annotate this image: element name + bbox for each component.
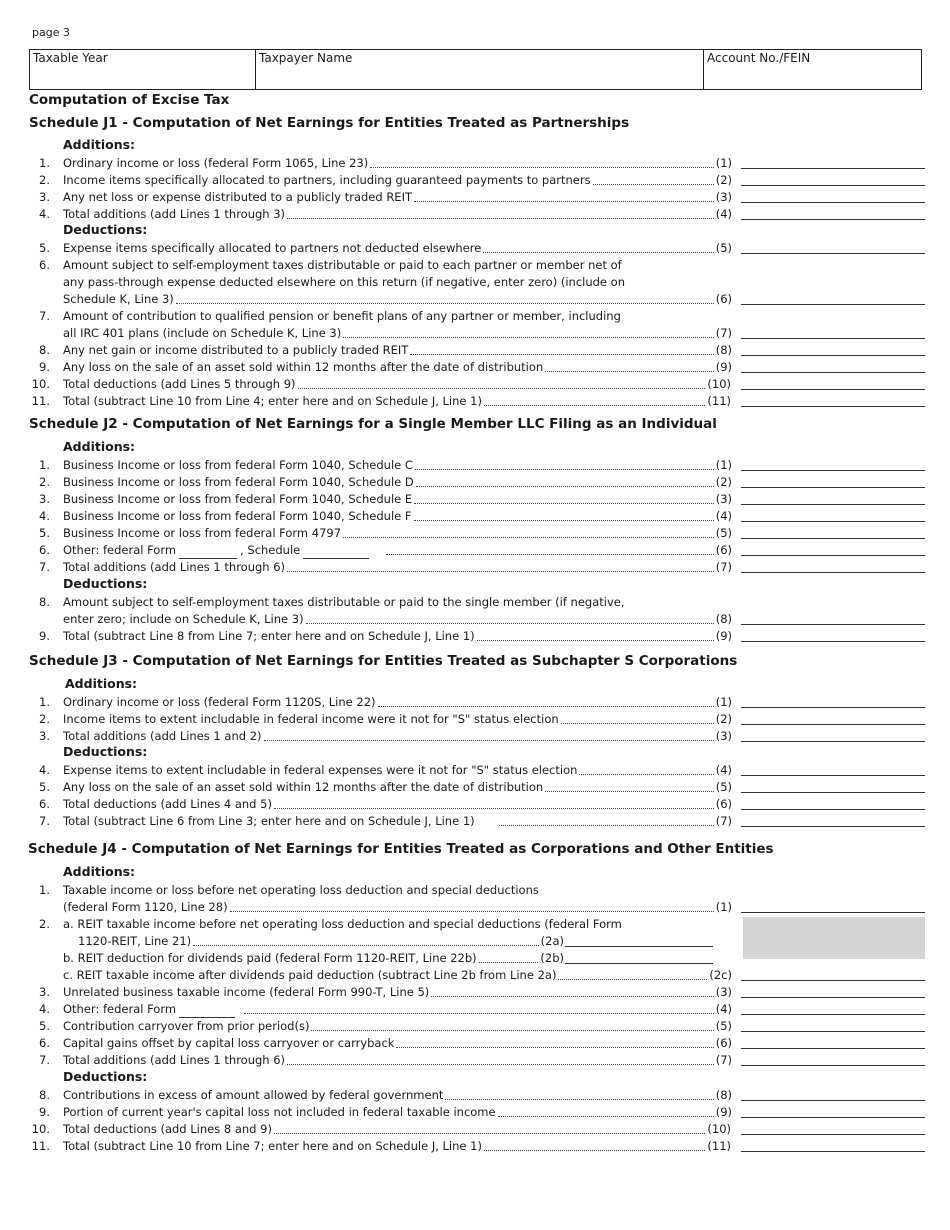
j4-line-8	[0, 1087, 950, 1104]
j2-line-3-amount[interactable]	[741, 504, 925, 505]
line-code: (9)	[715, 1105, 732, 1119]
j3-line-2	[0, 711, 950, 728]
line-text: Any loss on the sale of an asset sold within 12 months after the date of distribution	[63, 780, 544, 794]
j3-line-7	[0, 813, 950, 830]
j4-line-3-amount[interactable]	[741, 997, 925, 998]
j4-line-10-amount[interactable]	[741, 1134, 925, 1135]
j1-additions-heading: Additions:	[63, 137, 136, 152]
j1-line-7	[0, 308, 950, 325]
j2-line-8-end	[0, 611, 950, 628]
line-text: Total (subtract Line 6 from Line 3; enter here and on Schedule J, Line 1)	[63, 814, 475, 828]
line-text: Portion of current year's capital loss not included in federal taxable income	[63, 1105, 496, 1119]
j3-line-5	[0, 779, 950, 796]
line-code: (6)	[715, 797, 732, 811]
line-text: Any net gain or income distributed to a publicly traded REIT	[63, 343, 409, 357]
shaded-not-applicable-box	[743, 917, 925, 959]
taxpayer-header-box	[29, 49, 922, 90]
line-number: 3.	[39, 190, 50, 204]
page-number: page 3	[32, 26, 70, 39]
line-number: 4.	[39, 207, 50, 221]
line-text: Total additions (add Lines 1 through 6)	[63, 1053, 286, 1067]
j1-line-10-amount[interactable]	[741, 389, 925, 390]
line-text: all IRC 401 plans (include on Schedule K, Line 3)	[63, 326, 342, 340]
taxable-year-field[interactable]	[30, 50, 256, 89]
j1-line-3	[0, 189, 950, 206]
j2-line-4-amount[interactable]	[741, 521, 925, 522]
line-number: 3.	[39, 729, 50, 743]
j3-line-2-amount[interactable]	[741, 724, 925, 725]
account-no-label: Account No./FEIN	[707, 51, 811, 65]
line-code: (9)	[715, 360, 732, 374]
j1-line-5-amount[interactable]	[741, 253, 925, 254]
line-text: Ordinary income or loss (federal Form 1120S, Line 22)	[63, 695, 376, 709]
j2-line-7-amount[interactable]	[741, 572, 925, 573]
j3-line-1	[0, 694, 950, 711]
j3-line-6-amount[interactable]	[741, 809, 925, 810]
j4-line-2b-amount[interactable]	[565, 963, 713, 964]
line-number: 7.	[39, 814, 50, 828]
j3-additions-heading: Additions:	[65, 676, 138, 691]
line-number: 4.	[39, 763, 50, 777]
line-text: Total deductions (add Lines 4 and 5)	[63, 797, 272, 811]
line-code: (5)	[715, 526, 732, 540]
line-text: Amount of contribution to qualified pension or benefit plans of any partner or member, including	[63, 309, 621, 323]
j3-line-3-amount[interactable]	[741, 741, 925, 742]
line-number: 1.	[39, 156, 50, 170]
line-text: Unrelated business taxable income (federal Form 990-T, Line 5)	[63, 985, 430, 999]
line-code: (2a)	[540, 934, 564, 948]
line-code: (7)	[715, 814, 732, 828]
j4-line-6-amount[interactable]	[741, 1048, 925, 1049]
j2-line-9	[0, 628, 950, 645]
schedule-j4-title: Schedule J4 - Computation of Net Earnings for Entities Treated as Corporations and Other Entities	[28, 841, 774, 857]
line-number: 6.	[39, 258, 50, 272]
j1-line-3-amount[interactable]	[741, 202, 925, 203]
j1-line-6-end	[0, 291, 950, 308]
j4-line-4	[0, 1001, 950, 1018]
line-code: (5)	[715, 1019, 732, 1033]
schedule-j1-title: Schedule J1 - Computation of Net Earnings for Entities Treated as Partnerships	[29, 115, 630, 131]
line-code: (2)	[715, 173, 732, 187]
line-code: (1)	[715, 695, 732, 709]
j4-line-9	[0, 1104, 950, 1121]
line-number: 5.	[39, 1019, 50, 1033]
line-text: Total deductions (add Lines 8 and 9)	[63, 1122, 272, 1136]
j1-line-6-amount[interactable]	[741, 304, 925, 305]
line-code: (3)	[715, 492, 732, 506]
line-number: 6.	[39, 797, 50, 811]
j2-line-4	[0, 508, 950, 525]
line-code: (6)	[715, 543, 732, 557]
j4-line-2a-amount[interactable]	[565, 946, 713, 947]
j4-line-9-amount[interactable]	[741, 1117, 925, 1118]
j2-line-5	[0, 525, 950, 542]
j2-line-3	[0, 491, 950, 508]
line-text: any pass-through expense deducted elsewhere on this return (if negative, enter zero) (include on	[63, 275, 625, 289]
line-code: (4)	[715, 1002, 732, 1016]
line-text: Total deductions (add Lines 5 through 9)	[63, 377, 296, 391]
j4-line-11-amount[interactable]	[741, 1151, 925, 1152]
j3-line-6	[0, 796, 950, 813]
j2-line-1	[0, 457, 950, 474]
line-text: Business Income or loss from federal Form 4797	[63, 526, 342, 540]
j4-other-form-input[interactable]	[179, 1005, 235, 1018]
j2-line-8-amount[interactable]	[741, 624, 925, 625]
line-code: (7)	[715, 326, 732, 340]
line-number: 2.	[39, 712, 50, 726]
schedule-j3-title: Schedule J3 - Computation of Net Earnings for Entities Treated as Subchapter S Corporations	[29, 653, 738, 669]
line-code: (1)	[715, 458, 732, 472]
line-number: 3.	[39, 985, 50, 999]
j3-line-7-amount[interactable]	[741, 826, 925, 827]
line-text: b. REIT deduction for dividends paid (federal Form 1120-REIT, Line 22b)	[63, 951, 477, 965]
j4-line-3	[0, 984, 950, 1001]
line-text: Contribution carryover from prior period(s)	[63, 1019, 310, 1033]
line-code: (3)	[715, 985, 732, 999]
line-text: Total additions (add Lines 1 through 3)	[63, 207, 286, 221]
line-text: , Schedule	[240, 543, 301, 557]
line-number: 6.	[39, 1036, 50, 1050]
j3-line-4	[0, 762, 950, 779]
j4-line-5	[0, 1018, 950, 1035]
line-text: Amount subject to self-employment taxes distributable or paid to the single member (if negative,	[63, 595, 625, 609]
j2-deductions-heading: Deductions:	[63, 576, 148, 591]
line-text: Total (subtract Line 10 from Line 4; enter here and on Schedule J, Line 1)	[63, 394, 482, 408]
j1-line-6-cont	[0, 274, 950, 291]
line-text: 1120-REIT, Line 21)	[78, 934, 192, 948]
line-code: (4)	[715, 509, 732, 523]
line-code: (2b)	[540, 951, 564, 965]
line-code: (10)	[707, 377, 731, 391]
line-number: 6.	[39, 543, 50, 557]
j3-line-4-amount[interactable]	[741, 775, 925, 776]
line-number: 10.	[31, 1122, 50, 1136]
taxpayer-name-label: Taxpayer Name	[259, 51, 353, 65]
j1-line-9-amount[interactable]	[741, 372, 925, 373]
line-code: (5)	[715, 780, 732, 794]
line-code: (2c)	[709, 968, 732, 982]
j1-line-11-amount[interactable]	[741, 406, 925, 407]
j3-line-3	[0, 728, 950, 745]
line-code: (8)	[715, 343, 732, 357]
line-number: 9.	[39, 360, 50, 374]
j1-line-5	[0, 240, 950, 257]
j1-line-1	[0, 155, 950, 172]
line-text: Amount subject to self-employment taxes distributable or paid to each partner or member net of	[63, 258, 622, 272]
j3-deductions-heading: Deductions:	[63, 744, 148, 759]
j2-line-6	[0, 542, 950, 559]
j1-line-9	[0, 359, 950, 376]
j1-line-7-end	[0, 325, 950, 342]
j1-line-6	[0, 257, 950, 274]
line-text: Expense items specifically allocated to partners not deducted elsewhere	[63, 241, 482, 255]
j1-line-4	[0, 206, 950, 223]
line-text: Business Income or loss from federal Form 1040, Schedule E	[63, 492, 413, 506]
line-number: 5.	[39, 241, 50, 255]
j4-line-5-amount[interactable]	[741, 1031, 925, 1032]
line-text: Any net loss or expense distributed to a publicly traded REIT	[63, 190, 412, 204]
line-text: Total additions (add Lines 1 through 6)	[63, 560, 286, 574]
line-code: (8)	[715, 612, 732, 626]
line-number: 4.	[39, 509, 50, 523]
j1-line-11	[0, 393, 950, 410]
line-text: Other: federal Form	[63, 1002, 177, 1016]
line-number: 1.	[39, 695, 50, 709]
j4-line-4-amount[interactable]	[741, 1014, 925, 1015]
j4-line-1	[0, 882, 950, 899]
line-number: 8.	[39, 1088, 50, 1102]
line-code: (7)	[715, 560, 732, 574]
line-text: Capital gains offset by capital loss carryover or carryback	[63, 1036, 395, 1050]
j4-line-7	[0, 1052, 950, 1069]
line-number: 4.	[39, 1002, 50, 1016]
j4-line-2c-amount[interactable]	[741, 980, 925, 981]
line-number: 9.	[39, 1105, 50, 1119]
line-text: Schedule K, Line 3)	[63, 292, 174, 306]
line-text: Business Income or loss from federal Form 1040, Schedule C	[63, 458, 413, 472]
line-code: (5)	[715, 241, 732, 255]
line-text: a. REIT taxable income before net operating loss deduction and special deductions (federal Form	[63, 917, 622, 931]
line-number: 2.	[39, 475, 50, 489]
line-number: 1.	[39, 883, 50, 897]
line-code: (7)	[715, 1053, 732, 1067]
line-text: enter zero; include on Schedule K, Line 3)	[63, 612, 304, 626]
line-number: 8.	[39, 595, 50, 609]
line-code: (11)	[707, 394, 731, 408]
line-code: (6)	[715, 292, 732, 306]
line-number: 5.	[39, 780, 50, 794]
line-text: Any loss on the sale of an asset sold within 12 months after the date of distribution	[63, 360, 544, 374]
line-text: (federal Form 1120, Line 28)	[63, 900, 228, 914]
line-code: (2)	[715, 475, 732, 489]
line-code: (1)	[715, 900, 732, 914]
line-number: 3.	[39, 492, 50, 506]
line-text: Total additions (add Lines 1 and 2)	[63, 729, 262, 743]
line-text: Total (subtract Line 10 from Line 7; enter here and on Schedule J, Line 1)	[63, 1139, 482, 1153]
j1-line-7-amount[interactable]	[741, 338, 925, 339]
j1-deductions-heading: Deductions:	[63, 222, 148, 237]
schedule-j2-title: Schedule J2 - Computation of Net Earnings for a Single Member LLC Filing as an Individual	[29, 416, 717, 432]
line-code: (1)	[715, 156, 732, 170]
line-code: (11)	[707, 1139, 731, 1153]
j4-line-10	[0, 1121, 950, 1138]
line-code: (8)	[715, 1088, 732, 1102]
line-number: 2.	[39, 917, 50, 931]
j4-line-1-amount[interactable]	[741, 912, 925, 913]
j2-line-6-amount[interactable]	[741, 555, 925, 556]
j2-line-2-amount[interactable]	[741, 487, 925, 488]
line-code: (2)	[715, 712, 732, 726]
j2-additions-heading: Additions:	[63, 439, 136, 454]
j1-line-8	[0, 342, 950, 359]
j1-line-10	[0, 376, 950, 393]
line-text: Business Income or loss from federal Form 1040, Schedule F	[63, 509, 412, 523]
j4-line-1-end	[0, 899, 950, 916]
j1-line-2-amount[interactable]	[741, 185, 925, 186]
line-number: 11.	[31, 394, 50, 408]
line-number: 10.	[31, 377, 50, 391]
line-code: (10)	[707, 1122, 731, 1136]
account-no-field[interactable]	[704, 50, 921, 89]
taxpayer-name-field[interactable]	[256, 50, 704, 89]
line-code: (4)	[715, 763, 732, 777]
line-text: Income items specifically allocated to partners, including guaranteed payments to partners	[63, 173, 591, 187]
line-text: Business Income or loss from federal Form 1040, Schedule D	[63, 475, 414, 489]
page-title: Computation of Excise Tax	[29, 92, 230, 108]
j4-line-6	[0, 1035, 950, 1052]
line-text: Ordinary income or loss (federal Form 1065, Line 23)	[63, 156, 369, 170]
line-code: (3)	[715, 190, 732, 204]
line-code: (6)	[715, 1036, 732, 1050]
line-number: 8.	[39, 343, 50, 357]
j4-deductions-heading: Deductions:	[63, 1069, 148, 1084]
j4-line-11	[0, 1138, 950, 1155]
line-text: Income items to extent includable in federal income were it not for "S" status election	[63, 712, 559, 726]
j2-line-1-amount[interactable]	[741, 470, 925, 471]
j4-line-2c	[0, 967, 950, 984]
line-number: 5.	[39, 526, 50, 540]
j2-line-2	[0, 474, 950, 491]
j1-line-2	[0, 172, 950, 189]
line-number: 7.	[39, 560, 50, 574]
line-number: 9.	[39, 629, 50, 643]
j4-additions-heading: Additions:	[63, 864, 136, 879]
line-code: (9)	[715, 629, 732, 643]
taxable-year-label: Taxable Year	[33, 51, 108, 65]
line-text: Contributions in excess of amount allowed by federal government	[63, 1088, 444, 1102]
line-number: 11.	[31, 1139, 50, 1153]
line-text: Taxable income or loss before net operating loss deduction and special deductions	[63, 883, 539, 897]
j1-line-8-amount[interactable]	[741, 355, 925, 356]
line-code: (4)	[715, 207, 732, 221]
j2-line-9-amount[interactable]	[741, 641, 925, 642]
j4-line-7-amount[interactable]	[741, 1065, 925, 1066]
line-number: 7.	[39, 309, 50, 323]
line-number: 1.	[39, 458, 50, 472]
j1-line-4-amount[interactable]	[741, 219, 925, 220]
line-text: Other: federal Form	[63, 543, 177, 557]
j2-other-schedule-input[interactable]	[303, 546, 369, 559]
line-number: 7.	[39, 1053, 50, 1067]
line-text: c. REIT taxable income after dividends paid deduction (subtract Line 2b from Line 2a)	[63, 968, 557, 982]
line-text: Total (subtract Line 8 from Line 7; enter here and on Schedule J, Line 1)	[63, 629, 475, 643]
j2-other-form-input[interactable]	[179, 546, 237, 559]
j3-line-1-amount[interactable]	[741, 707, 925, 708]
j2-line-8	[0, 594, 950, 611]
j4-line-8-amount[interactable]	[741, 1100, 925, 1101]
line-text: Expense items to extent includable in federal expenses were it not for "S" status election	[63, 763, 578, 777]
j2-line-7	[0, 559, 950, 576]
j1-line-1-amount[interactable]	[741, 168, 925, 169]
line-number: 2.	[39, 173, 50, 187]
j3-line-5-amount[interactable]	[741, 792, 925, 793]
line-code: (3)	[715, 729, 732, 743]
j2-line-5-amount[interactable]	[741, 538, 925, 539]
